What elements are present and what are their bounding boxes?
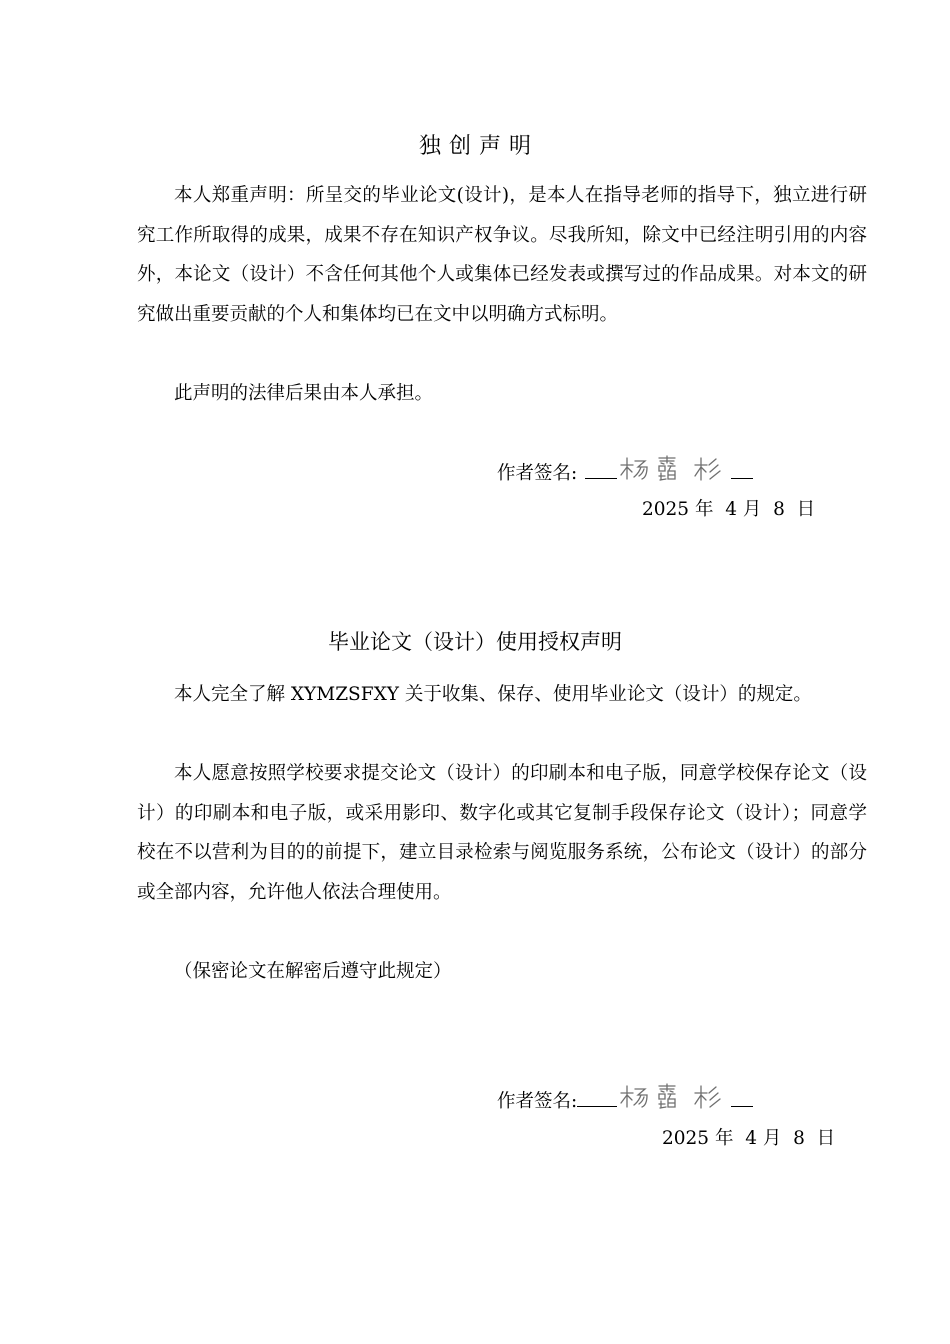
- authorization-handwritten-signature: [617, 1083, 725, 1113]
- authorization-date: 2025 年 4 月 8 日: [662, 1128, 836, 1149]
- declaration-paragraph-2: 此声明的法律后果由本人承担。: [174, 383, 434, 404]
- authorization-paragraph-3: （保密论文在解密后遵守此规定）: [174, 961, 452, 982]
- signature-underline-left: [585, 460, 617, 479]
- authorization-signature-label: 作者签名:: [497, 1091, 578, 1112]
- authorization-paragraph-1: 本人完全了解 XYMZSFXY 关于收集、保存、使用毕业论文（设计）的规定。: [174, 684, 812, 705]
- declaration-signature-line: [497, 455, 753, 489]
- signature-underline-left: [577, 1088, 617, 1107]
- signature-underline-right: [731, 460, 753, 479]
- signature-underline-right: [731, 1088, 753, 1107]
- declaration-handwritten-signature: [617, 455, 725, 485]
- declaration-title: 独创声明: [418, 134, 539, 159]
- declaration-paragraph-1: 本人郑重声明：所呈交的毕业论文(设计)，是本人在指导老师的指导下，独立进行研究工作所取得的成果，成果不存在知识产权争议。尽我所知，除文中已经注明引用的内容外，本论文（设计）不含任何其他个人或集体已经发表或撰写过的作品成果。对本文的研究做出重要贡献的个人和集体均已在文中以明确方式标明。: [137, 185, 867, 325]
- signature-image: [617, 1083, 725, 1113]
- declaration-signature-label: 作者签名:: [497, 463, 578, 484]
- signature-image: [617, 455, 725, 485]
- authorization-title: 毕业论文（设计）使用授权声明: [328, 630, 622, 654]
- authorization-paragraph-2: 本人愿意按照学校要求提交论文（设计）的印刷本和电子版，同意学校保存论文（设计）的印刷本和电子版，或采用影印、数字化或其它复制手段保存论文（设计）；同意学校在不以营利为目的的前提下，建立目录检索与阅览服务系统，公布论文（设计）的部分或全部内容，允许他人依法合理使用。: [137, 763, 867, 903]
- authorization-signature-line: [497, 1083, 753, 1117]
- declaration-date: 2025 年 4 月 8 日: [642, 499, 816, 520]
